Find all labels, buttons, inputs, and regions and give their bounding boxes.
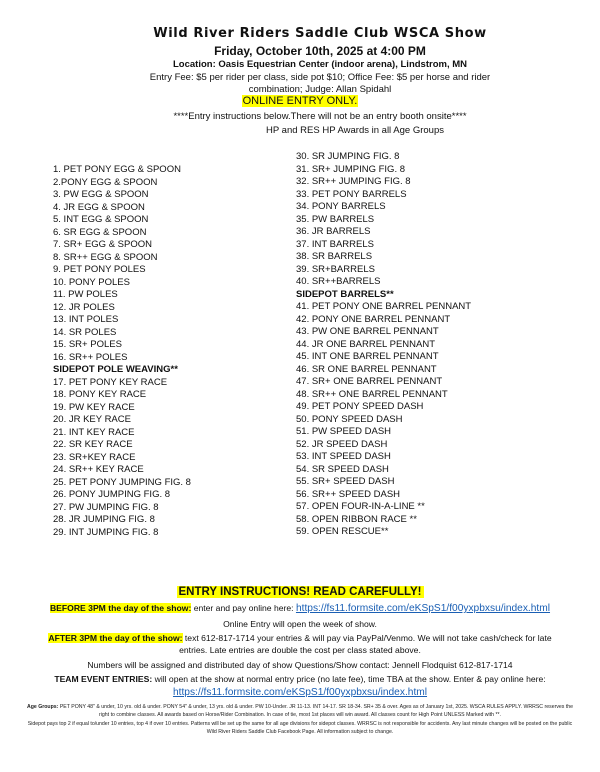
class-item: 50. PONY SPEED DASH — [296, 413, 403, 425]
class-item: 39. SR+BARRELS — [296, 263, 375, 275]
entry-form-link[interactable]: https://fs11.formsite.com/eKSpS1/f00yxpbxsu/index.html — [295, 603, 551, 614]
class-item: 3. PW EGG & SPOON — [53, 189, 149, 201]
sidepot-class-heading: SIDEPOT POLE WEAVING** — [53, 364, 178, 376]
class-item: 7. SR+ EGG & SPOON — [53, 239, 152, 251]
team-event-label: TEAM EVENT ENTRIES: — [54, 674, 153, 684]
class-item: 17. PET PONY KEY RACE — [53, 376, 168, 388]
class-item: 36. JR BARRELS — [296, 226, 371, 238]
class-item: 56. SR++ SPEED DASH — [296, 488, 401, 500]
class-item: 40. SR++BARRELS — [296, 276, 381, 288]
class-item: 8. SR++ EGG & SPOON — [53, 251, 158, 263]
class-item: 11. PW POLES — [53, 289, 118, 301]
sidepot-class-heading: SIDEPOT BARRELS** — [296, 288, 394, 300]
show-location: Location: Oasis Equestrian Center (indoor arena), Lindstrom, MN — [172, 59, 467, 70]
age-groups-text: PET PONY 48" & under, 10 yrs. old & under. PONY 54" & under, 13 yrs. old & under. PW 10-Under. JR 11-13. INT 14-17. SR 18-34. SR+ 35 & over. Ages as of January 1st, 2025. WSCA RULES APPLY. WRRSC reserves the right to combine classes. All awards based on Horse/Rider Combination. In case of tie, most 1st places will win award. All classes count for High Point UNLESS Marked with **. — [58, 704, 574, 718]
class-item: 52. JR SPEED DASH — [296, 438, 388, 450]
before-3pm-label: BEFORE 3PM the day of the show: — [49, 603, 192, 613]
online-only-text: ONLINE ENTRY ONLY. — [242, 95, 358, 107]
class-item: 2.PONY EGG & SPOON — [53, 176, 158, 188]
team-link-line — [0, 686, 600, 699]
team-entry-link[interactable]: https://fs11.formsite.com/eKSpS1/f00yxpbxsu/index.html — [172, 687, 428, 698]
class-item: 30. SR JUMPING FIG. 8 — [296, 151, 400, 162]
class-item: 37. INT BARRELS — [296, 238, 374, 250]
class-item: 26. PONY JUMPING FIG. 8 — [53, 489, 171, 501]
class-item: 24. SR++ KEY RACE — [53, 464, 144, 476]
class-item: 16. SR++ POLES — [53, 351, 128, 363]
class-item: 44. JR ONE BARREL PENNANT — [296, 338, 436, 350]
class-item: 59. OPEN RESCUE** — [296, 526, 389, 538]
fees-line-1: Entry Fee: $5 per rider per class, side pot $10; Office Fee: $5 per horse and rider — [149, 72, 491, 83]
team-event-text: will open at the show at normal entry price (no late fee), time TBA at the show. Enter & pay online here: — [152, 674, 546, 684]
class-item: 20. JR KEY RACE — [53, 414, 131, 426]
class-item: 33. PET PONY BARRELS — [296, 188, 407, 200]
after-3pm-label: AFTER 3PM the day of the show: — [48, 633, 183, 643]
class-item: 51. PW SPEED DASH — [296, 426, 392, 438]
class-item: 32. SR++ JUMPING FIG. 8 — [296, 176, 411, 188]
class-item: 27. PW JUMPING FIG. 8 — [53, 501, 159, 513]
show-title: Wild River Riders Saddle Club WSCA Show — [153, 26, 487, 41]
class-item: 57. OPEN FOUR-IN-A-LINE ** — [296, 501, 425, 513]
show-date: Friday, October 10th, 2025 at 4:00 PM — [214, 44, 426, 58]
class-item: 41. PET PONY ONE BARREL PENNANT — [296, 301, 472, 313]
after-3pm-line — [0, 632, 600, 644]
class-item: 42. PONY ONE BARREL PENNANT — [296, 313, 451, 325]
class-item: 9. PET PONY POLES — [53, 264, 146, 276]
fees-info — [0, 72, 600, 96]
class-item: 1. PET PONY EGG & SPOON — [53, 164, 181, 175]
class-item: 13. INT POLES — [53, 314, 119, 326]
class-item: 21. INT KEY RACE — [53, 426, 135, 438]
class-item: 12. JR POLES — [53, 301, 115, 313]
class-item: 18. PONY KEY RACE — [53, 389, 147, 401]
class-item: 5. INT EGG & SPOON — [53, 214, 149, 226]
class-item: 28. JR JUMPING FIG. 8 — [53, 514, 155, 526]
class-item: 4. JR EGG & SPOON — [53, 201, 145, 213]
class-item: 35. PW BARRELS — [296, 213, 375, 225]
class-item: 43. PW ONE BARREL PENNANT — [296, 326, 439, 338]
class-item: 46. SR ONE BARREL PENNANT — [296, 363, 437, 375]
age-groups-fineprint — [25, 703, 575, 719]
sidepot-fineprint: Sidepot pays top 2 if equal to/under 10 entries, top 4 if over 10 entries. Patterns will be set up the same for all age divisions for sidepot classes. WRRSC is not responsible for accidents. Any last minute changes will be posted on the public Wild River Riders Saddle Club Facebook Page. All information subject to change. — [27, 721, 573, 735]
class-item: 53. INT SPEED DASH — [296, 451, 391, 463]
late-entries-note: entries. Late entries are double the cost per class stated above. — [179, 645, 421, 655]
after-3pm-text: text 612-817-1714 your entries & will pay via PayPal/Venmo. We will not take cash/check for late — [182, 633, 552, 643]
team-event-line — [0, 673, 600, 685]
class-item: 29. INT JUMPING FIG. 8 — [53, 526, 159, 538]
before-3pm-line — [0, 602, 600, 615]
entry-heading-text: ENTRY INSTRUCTIONS! READ CAREFULLY! — [178, 586, 422, 598]
class-item: 49. PET PONY SPEED DASH — [296, 401, 424, 413]
before-3pm-text: enter and pay online here: — [191, 603, 296, 613]
fees-line-2: combination; Judge: Allan Spidahl — [248, 84, 392, 95]
instructions-note: ****Entry instructions below.There will not be an entry booth onsite**** — [173, 111, 467, 122]
class-item: 55. SR+ SPEED DASH — [296, 476, 395, 488]
class-list-right — [296, 151, 471, 539]
class-item: 45. INT ONE BARREL PENNANT — [296, 351, 439, 363]
class-item: 47. SR+ ONE BARREL PENNANT — [296, 376, 443, 388]
class-item: 38. SR BARRELS — [296, 251, 373, 263]
class-item: 34. PONY BARRELS — [296, 201, 386, 213]
online-opens-note: Online Entry will open the week of show. — [223, 619, 377, 629]
online-only-banner — [0, 96, 600, 107]
entry-instructions-heading — [0, 586, 600, 598]
class-item: 15. SR+ POLES — [53, 339, 122, 351]
hp-awards-note: HP and RES HP Awards in all Age Groups — [266, 125, 444, 136]
class-item: 25. PET PONY JUMPING FIG. 8 — [53, 476, 191, 488]
class-item: 48. SR++ ONE BARREL PENNANT — [296, 388, 448, 400]
class-item: 58. OPEN RIBBON RACE ** — [296, 513, 417, 525]
class-item: 10. PONY POLES — [53, 276, 130, 288]
class-item: 31. SR+ JUMPING FIG. 8 — [296, 163, 406, 175]
class-item: 54. SR SPEED DASH — [296, 463, 389, 475]
class-item: 14. SR POLES — [53, 326, 117, 338]
class-list-left — [53, 164, 191, 539]
class-item: 6. SR EGG & SPOON — [53, 226, 147, 238]
age-groups-label: Age Groups: — [26, 704, 59, 710]
class-item: 19. PW KEY RACE — [53, 401, 135, 413]
class-item: 22. SR KEY RACE — [53, 439, 133, 451]
class-item: 23. SR+KEY RACE — [53, 451, 136, 463]
numbers-contact-note: Numbers will be assigned and distributed day of show Questions/Show contact: Jennell Flodquist 612-817-1714 — [87, 660, 513, 670]
